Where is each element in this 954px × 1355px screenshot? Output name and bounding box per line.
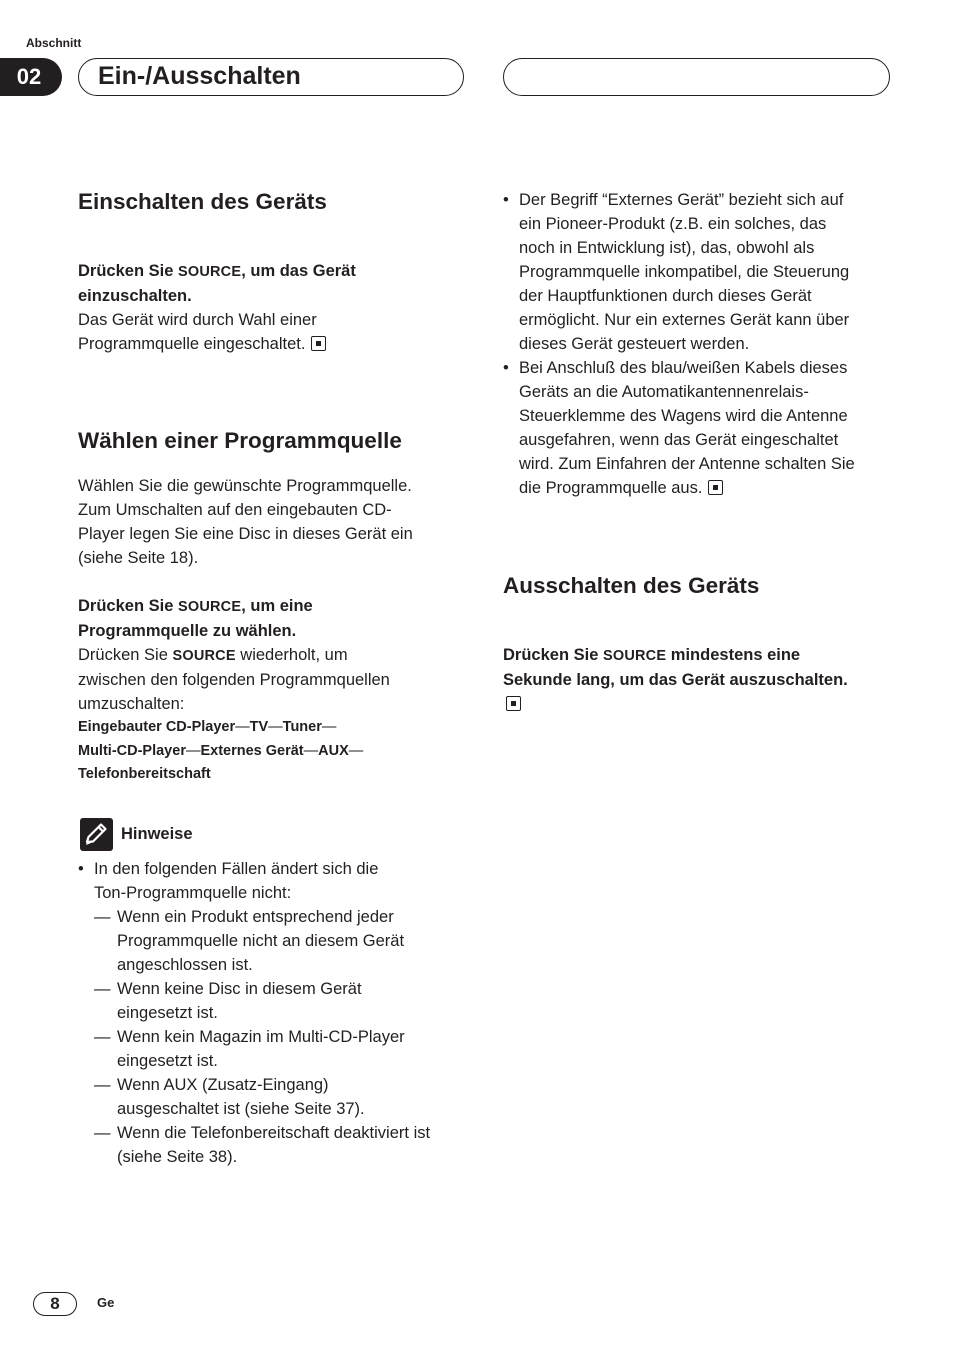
source-sequence — [78, 716, 458, 787]
header-empty-box — [503, 58, 890, 96]
dash-glyph: — — [94, 1076, 111, 1094]
case-item — [94, 977, 468, 1025]
section-number-badge: 02 — [0, 58, 62, 96]
heading-waehlen: Wählen einer Programmquelle — [78, 428, 402, 453]
body-line: Wählen Sie die gewünschte Programmquelle. — [78, 477, 412, 495]
end-mark-icon — [311, 336, 326, 351]
dash-glyph: — — [94, 1124, 111, 1142]
sequence-dash: — — [268, 719, 283, 735]
note-line: ein Pioneer-Produkt (z.B. ein solches, das — [519, 215, 827, 233]
ausschalten-instruction — [503, 643, 903, 716]
notes-list — [78, 857, 468, 1169]
note-line-with-mark — [519, 476, 903, 500]
instruction-text: , um das Gerät — [241, 262, 356, 280]
note-line: Programmquelle inkompatibel, die Steuerung — [519, 263, 850, 281]
note-line: Geräts an die Automatikantennenrelais- — [519, 383, 809, 401]
note-line: In den folgenden Fällen ändert sich die — [94, 860, 379, 878]
language-code: Ge — [97, 1295, 115, 1310]
note-item — [503, 188, 903, 356]
note-pencil-icon — [80, 818, 113, 851]
waehlen-instruction-block — [78, 594, 458, 787]
source-item: Multi-CD-Player — [78, 742, 186, 759]
case-line: eingesetzt ist. — [117, 1052, 218, 1070]
note-line: Bei Anschluß des blau/weißen Kabels dieses — [519, 359, 848, 377]
instruction-text: mindestens eine — [666, 646, 801, 664]
note-line: Der Begriff “Externes Gerät” bezieht sich auf — [519, 191, 844, 209]
dash-glyph: — — [94, 908, 111, 926]
einschalten-body — [78, 308, 458, 356]
instruction-text: Drücken Sie — [503, 646, 603, 664]
source-item: Telefonbereitschaft — [78, 766, 211, 782]
instruction-text: , um eine — [241, 597, 313, 615]
bullet-glyph: • — [503, 191, 509, 209]
end-mark-icon — [506, 696, 521, 711]
case-line: Wenn ein Produkt entsprechend jeder — [117, 908, 394, 926]
source-key-label: SOURCE — [177, 599, 242, 615]
notes-title: Hinweise — [121, 825, 193, 843]
sequence-dash: — — [348, 742, 364, 759]
note-line: dieses Gerät gesteuert werden. — [519, 335, 750, 353]
note-line: ausgefahren, wenn das Gerät eingeschaltet — [519, 431, 839, 449]
einschalten-instruction — [78, 259, 458, 308]
waehlen-instruction — [78, 594, 458, 643]
sequence-dash: — — [235, 719, 250, 735]
ausschalten-section — [503, 643, 903, 716]
note-line: Steuerklemme des Wagens wird die Antenne — [519, 407, 848, 425]
instruction-text: Programmquelle zu wählen. — [78, 622, 297, 640]
heading-einschalten: Einschalten des Geräts — [78, 189, 327, 214]
source-item: TV — [249, 719, 269, 735]
bullet-glyph: • — [78, 860, 84, 878]
note-line: Ton-Programmquelle nicht: — [94, 884, 292, 902]
body-line: Player legen Sie eine Disc in dieses Gerät ein — [78, 525, 413, 543]
note-line: ermöglicht. Nur ein externes Gerät kann über — [519, 311, 850, 329]
instruction-text: Drücken Sie — [78, 262, 178, 280]
chapter-title: Ein-/Ausschalten — [78, 58, 464, 96]
body-text: Drücken Sie — [78, 646, 173, 664]
body-line: Programmquelle eingeschaltet. — [78, 335, 306, 353]
case-line: Programmquelle nicht an diesem Gerät — [117, 932, 405, 950]
dash-glyph: — — [94, 1028, 111, 1046]
case-line: (siehe Seite 38). — [117, 1148, 238, 1166]
sequence-dash: — — [185, 742, 201, 759]
section-label: Abschnitt — [26, 36, 82, 50]
case-item — [94, 1121, 468, 1169]
body-text: wiederholt, um — [235, 646, 348, 664]
body-line: Zum Umschalten auf den eingebauten CD- — [78, 501, 392, 519]
bullet-glyph: • — [503, 359, 509, 377]
note-line: die Programmquelle aus. — [519, 479, 703, 497]
end-mark-icon — [708, 480, 723, 495]
heading-ausschalten: Ausschalten des Geräts — [503, 573, 760, 598]
case-line: Wenn die Telefonbereitschaft deaktiviert ist — [117, 1124, 431, 1142]
source-item: Eingebauter CD-Player — [78, 719, 236, 735]
note-item — [503, 356, 903, 500]
note-line: noch in Entwicklung ist), das, obwohl als — [519, 239, 815, 257]
waehlen-body — [78, 643, 458, 716]
source-item: Tuner — [282, 719, 322, 735]
body-line: umzuschalten: — [78, 695, 185, 713]
case-item — [94, 1073, 468, 1121]
note-item — [78, 857, 468, 1169]
sequence-dash: — — [321, 719, 337, 735]
case-line: eingesetzt ist. — [117, 1004, 218, 1022]
source-key-label: SOURCE — [172, 648, 236, 664]
sequence-dash: — — [303, 742, 319, 759]
case-item — [94, 1025, 468, 1073]
note-line: der Hauptfunktionen durch dieses Gerät — [519, 287, 812, 305]
body-line: Das Gerät wird durch Wahl einer — [78, 311, 317, 329]
source-item: AUX — [318, 742, 349, 759]
body-line: (siehe Seite 18). — [78, 549, 199, 567]
einschalten-section — [78, 259, 458, 356]
dash-glyph: — — [94, 980, 111, 998]
case-line: Wenn keine Disc in diesem Gerät — [117, 980, 362, 998]
source-item: Externes Gerät — [200, 742, 304, 759]
case-line: Wenn AUX (Zusatz-Eingang) — [117, 1076, 329, 1094]
case-line: angeschlossen ist. — [117, 956, 253, 974]
case-item — [94, 905, 468, 977]
right-notes-list — [503, 188, 903, 500]
body-line: zwischen den folgenden Programmquellen — [78, 671, 390, 689]
page-number: 8 — [33, 1292, 77, 1316]
instruction-text: einzuschalten. — [78, 287, 192, 305]
source-key-label: SOURCE — [177, 264, 242, 280]
case-line: Wenn kein Magazin im Multi-CD-Player — [117, 1028, 405, 1046]
note-line: wird. Zum Einfahren der Antenne schalten Sie — [519, 455, 855, 473]
instruction-text: Drücken Sie — [78, 597, 178, 615]
waehlen-intro — [78, 474, 458, 570]
case-line: ausgeschaltet ist (siehe Seite 37). — [117, 1100, 365, 1118]
instruction-text: Sekunde lang, um das Gerät auszuschalten. — [503, 671, 848, 689]
source-key-label: SOURCE — [602, 648, 667, 664]
